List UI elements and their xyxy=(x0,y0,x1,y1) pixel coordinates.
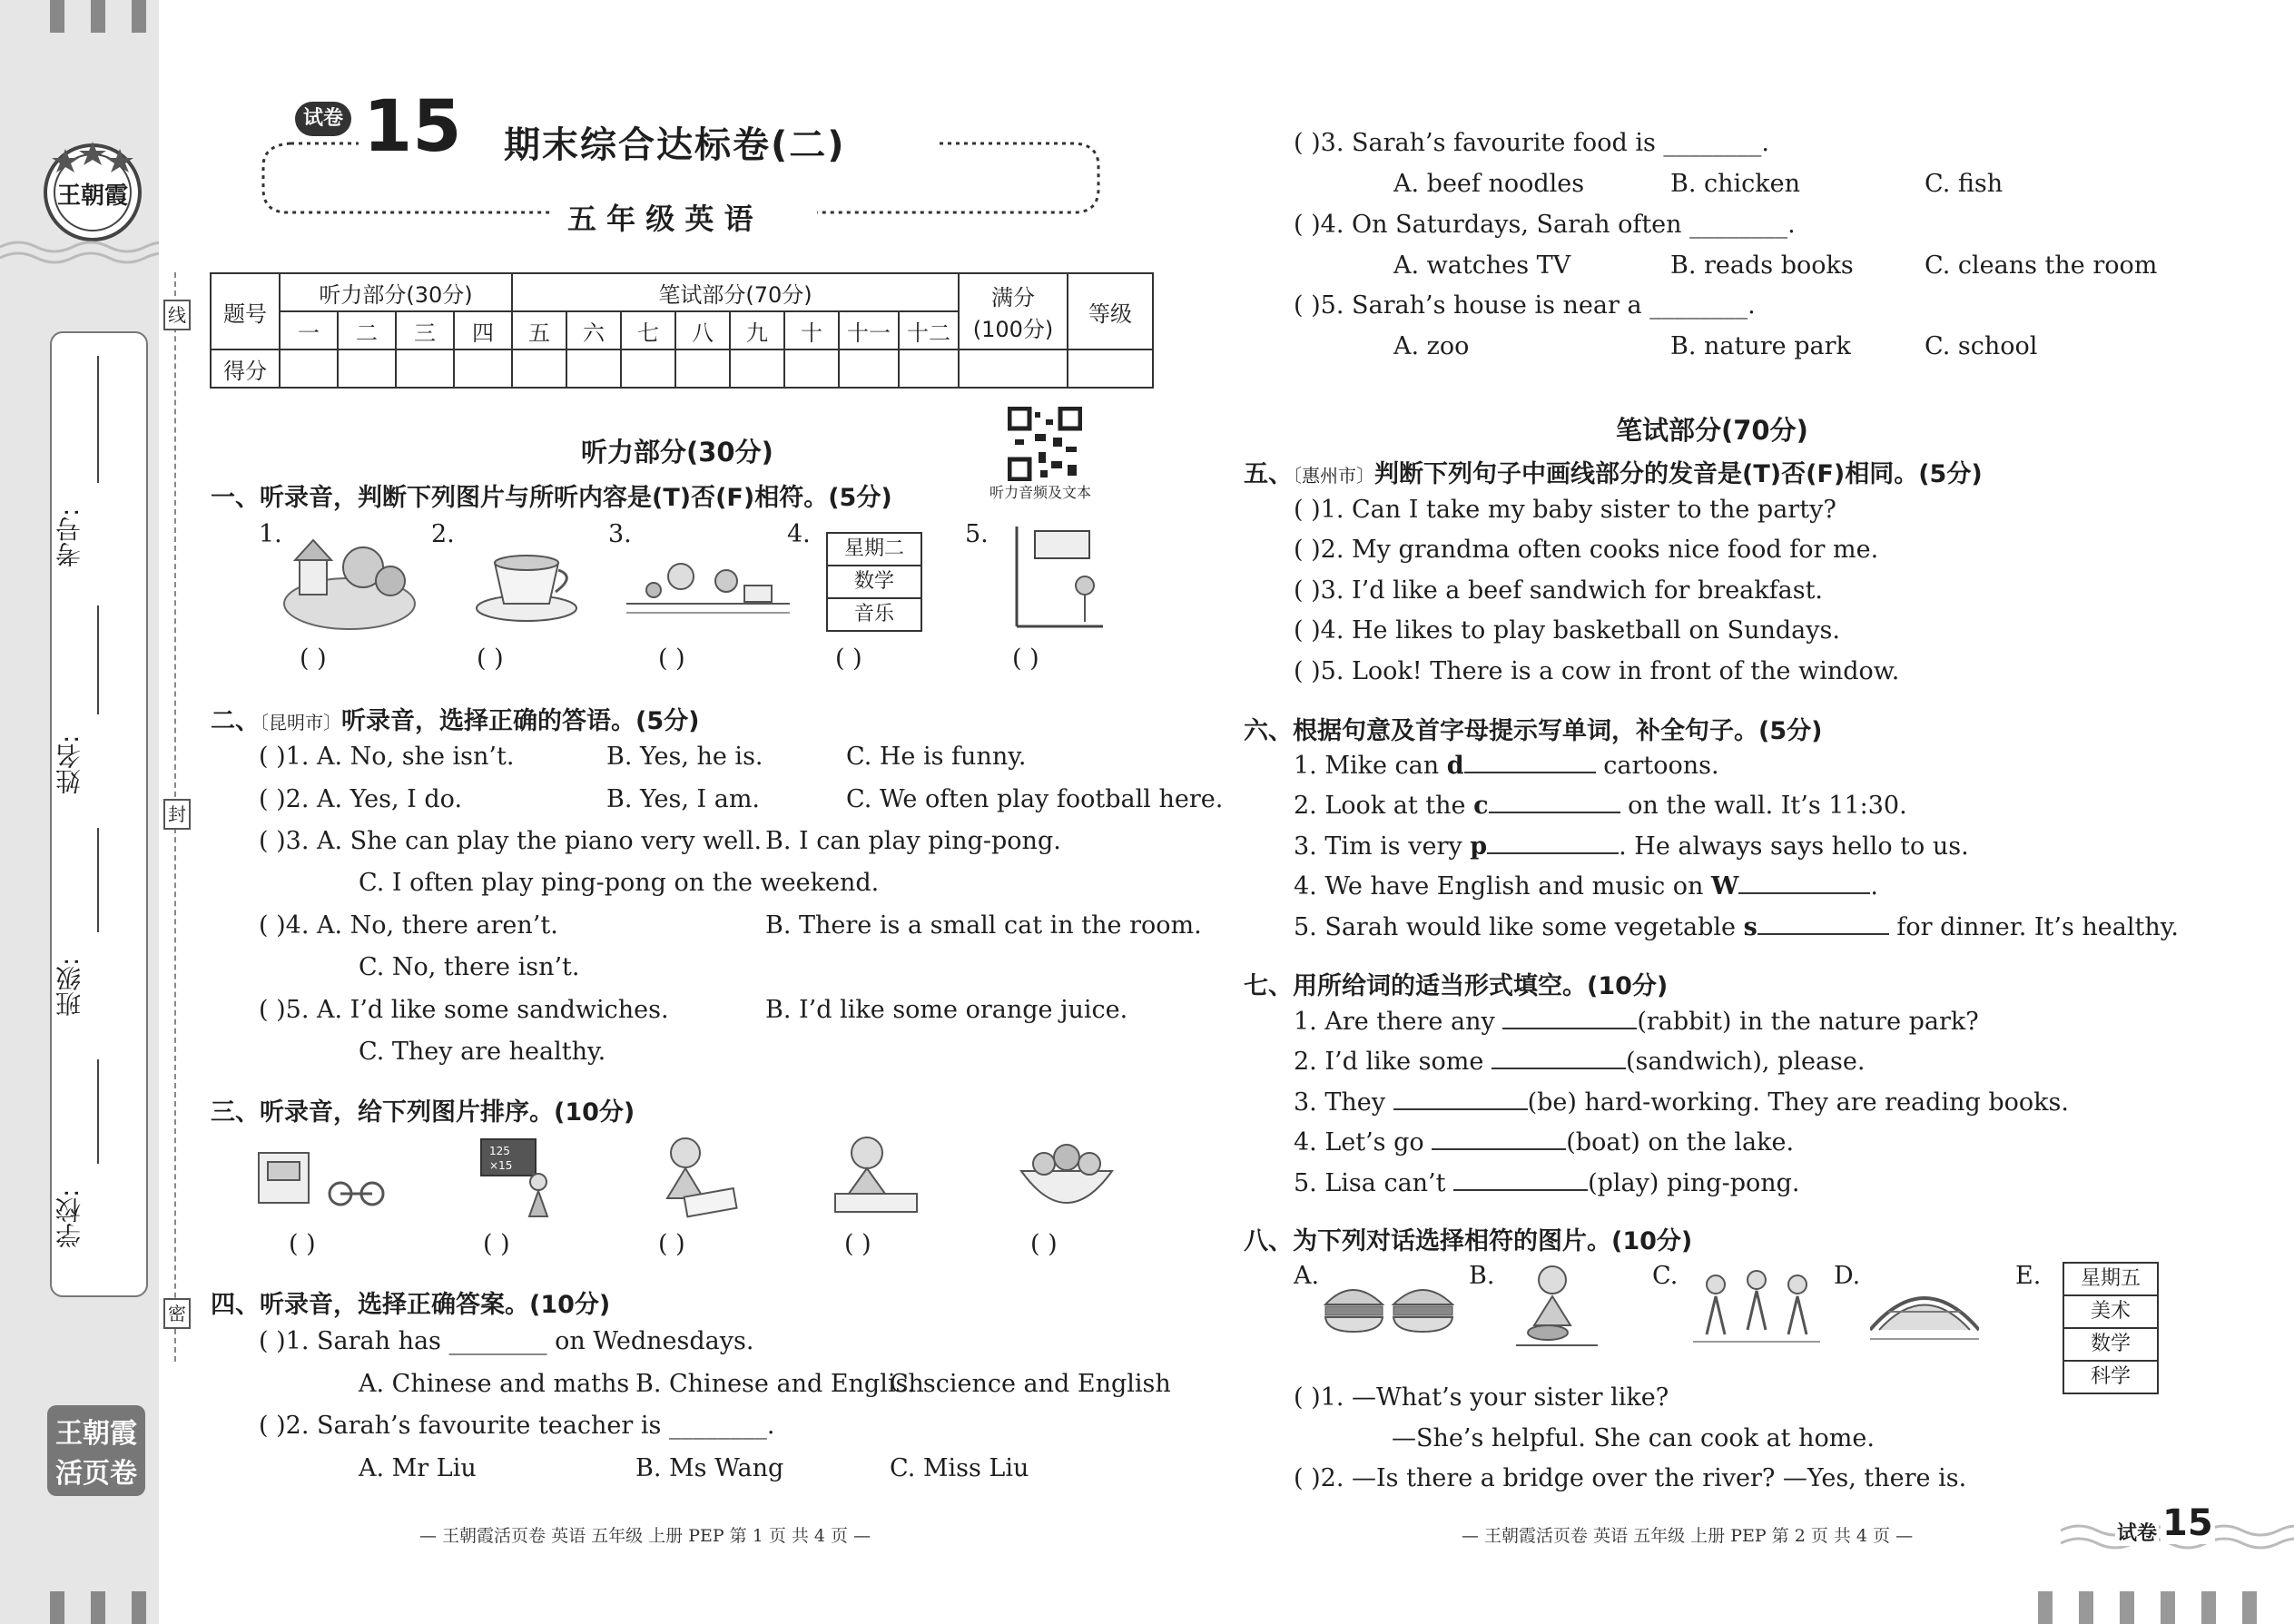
bottom-bar-mark xyxy=(132,1591,146,1624)
paper-badge: 试卷 xyxy=(295,102,351,136)
living-room-picture xyxy=(254,1135,390,1212)
publisher-logo xyxy=(38,136,147,245)
timetable-subject: 科学 xyxy=(2090,1365,2131,1388)
col-num: 十 xyxy=(784,311,839,349)
row-score-label: 得分 xyxy=(211,349,280,388)
question-4-1: ( )1. Sarah has ________ on Wednesdays. xyxy=(259,1327,754,1355)
hint-letter: s xyxy=(1743,913,1757,941)
col-num: 七 xyxy=(621,311,675,349)
answer-blank[interactable] xyxy=(1393,1088,1528,1110)
question-6-1 xyxy=(1294,752,1719,780)
question-7-1 xyxy=(1294,1008,1979,1036)
seal-mark-line: 线 xyxy=(163,300,191,330)
option-b[interactable]: B. I’d like some orange juice. xyxy=(765,996,1128,1024)
qr-caption: 听力音频及文本 xyxy=(989,484,1092,501)
question-5-3: ( )3. I’d like a beef sandwich for breakfast. xyxy=(1294,576,1824,605)
score-cell[interactable] xyxy=(280,349,338,388)
brand-line1: 王朝霞 xyxy=(55,1418,137,1450)
footer-number: 15 xyxy=(2162,1502,2213,1544)
bottom-bar-mark xyxy=(2079,1591,2093,1624)
option-b[interactable]: B. reads books xyxy=(1670,251,1854,280)
footer-left: — 王朝霞活页卷 英语 五年级 上册 PEP 第 1 页 共 4 页 — xyxy=(419,1526,871,1546)
brand-line2: 活页卷 xyxy=(55,1458,137,1490)
sentence-start: 1. Mike can xyxy=(1294,752,1447,780)
question-7-5 xyxy=(1294,1169,1800,1197)
section-6-title: 六、根据句意及首字母提示写单词，补全句子。(5分) xyxy=(1244,717,1823,745)
sentence-end: for dinner. It’s healthy. xyxy=(1888,913,2179,941)
wave-decoration xyxy=(0,238,159,274)
region-tag: 〔昆明市〕 xyxy=(260,712,341,733)
footer-right: — 王朝霞活页卷 英语 五年级 上册 PEP 第 2 页 共 4 页 — xyxy=(1462,1526,1914,1546)
question-4-3: ( )3. Sarah’s favourite food is ________. xyxy=(1294,129,1769,157)
section-4-title: 四、听录音，选择正确答案。(10分) xyxy=(211,1291,611,1319)
score-cell[interactable] xyxy=(512,349,566,388)
question-2-1: ( )1. A. No, she isn’t. xyxy=(259,743,515,771)
timetable-subject: 数学 xyxy=(828,566,921,599)
hint-letter: p xyxy=(1470,832,1488,861)
col-num: 一 xyxy=(280,311,338,349)
sentence-start: 2. Look at the xyxy=(1294,792,1474,820)
section-1-title: 一、听录音，判断下列图片与所听内容是(T)否(F)相符。(5分) xyxy=(211,484,892,512)
listening-title: 听力部分(30分) xyxy=(581,437,773,468)
answer-blank[interactable] xyxy=(1464,752,1596,773)
option-c[interactable]: C. We often play football here. xyxy=(846,785,1224,813)
col-num: 九 xyxy=(730,311,784,349)
question-8-1: ( )1. —What’s your sister like? xyxy=(1294,1383,1669,1412)
full-score-value: (100分) xyxy=(972,317,1054,342)
timetable-tuesday xyxy=(826,532,922,632)
section-2-text: 听录音，选择正确的答语。(5分) xyxy=(341,707,700,735)
answer-paren[interactable]: ( ) xyxy=(1030,1230,1058,1258)
sentence-start: 1. Are there any xyxy=(1294,1008,1503,1036)
answer-paren[interactable]: ( ) xyxy=(835,645,862,673)
score-cell[interactable] xyxy=(621,349,675,388)
option-c[interactable]: C. They are healthy. xyxy=(359,1038,606,1066)
section-8-title: 八、为下列对话选择相符的图片。(10分) xyxy=(1244,1227,1693,1255)
answer-paren[interactable]: ( ) xyxy=(483,1230,510,1258)
village-picture xyxy=(281,531,418,631)
hint-letter: d xyxy=(1446,752,1464,780)
score-cell[interactable] xyxy=(1068,349,1153,388)
option-c[interactable]: C. school xyxy=(1925,332,2038,360)
answer-blank[interactable] xyxy=(1432,1128,1566,1150)
boy-reading-picture xyxy=(826,1130,926,1221)
sentence-end: . He always says hello to us. xyxy=(1619,832,1969,861)
pic-number: 1. xyxy=(259,520,282,548)
option-c[interactable]: C. I often play ping-pong on the weekend. xyxy=(359,869,880,897)
salad-bowl-picture xyxy=(1017,1135,1117,1221)
option-a[interactable]: A. Chinese and maths xyxy=(359,1370,630,1398)
pic-letter: C. xyxy=(1652,1262,1679,1290)
exam-number-line[interactable] xyxy=(97,356,99,483)
question-4-5: ( )5. Sarah’s house is near a ________. xyxy=(1294,291,1756,320)
section-7-title: 七、用所给词的适当形式填空。(10分) xyxy=(1244,972,1669,1000)
question-5-5: ( )5. Look! There is a cow in front of the window. xyxy=(1294,657,1900,685)
question-6-4 xyxy=(1294,872,1878,901)
question-5-4: ( )4. He likes to play basketball on Sundays. xyxy=(1294,616,1840,645)
timetable-subject: 美术 xyxy=(2064,1296,2157,1329)
top-bar-mark xyxy=(91,0,105,33)
col-num: 六 xyxy=(566,311,621,349)
section-2-title xyxy=(211,701,699,736)
col-num: 八 xyxy=(675,311,730,349)
hamburgers-picture xyxy=(1321,1275,1457,1339)
answer-paren[interactable]: ( ) xyxy=(658,1230,685,1258)
pic-number: 5. xyxy=(965,520,989,548)
score-cell[interactable] xyxy=(959,349,1068,388)
pic-letter: B. xyxy=(1469,1262,1495,1290)
option-c[interactable]: C. No, there isn’t. xyxy=(359,953,580,981)
score-cell[interactable] xyxy=(675,349,730,388)
bottom-bar-mark xyxy=(2201,1591,2216,1624)
logo-text: 王朝霞 xyxy=(56,182,128,210)
answer-paren[interactable]: ( ) xyxy=(477,645,504,673)
question-7-4 xyxy=(1294,1128,1794,1156)
question-5-2: ( )2. My grandma often cooks nice food for me. xyxy=(1294,536,1879,564)
sentence-start: 4. We have English and music on xyxy=(1294,872,1712,901)
bottom-bar-mark xyxy=(2161,1591,2175,1624)
timetable-subject: 音乐 xyxy=(853,603,894,625)
bridge-picture xyxy=(1870,1266,1979,1348)
pic-number: 3. xyxy=(608,520,632,548)
answer-paren[interactable]: ( ) xyxy=(289,1230,316,1258)
sentence-start: 5. Sarah would like some vegetable xyxy=(1294,913,1744,941)
question-4-4: ( )4. On Saturdays, Sarah often ________. xyxy=(1294,211,1796,239)
pic-number: 2. xyxy=(431,520,455,548)
bottom-bar-mark xyxy=(2242,1591,2257,1624)
timetable-day: 星期五 xyxy=(2064,1264,2157,1296)
sentence-start: 4. Let’s go xyxy=(1294,1128,1433,1156)
answer-blank[interactable] xyxy=(1738,872,1870,894)
question-7-2 xyxy=(1294,1048,1865,1076)
park-picture xyxy=(626,549,790,622)
option-b[interactable]: B. nature park xyxy=(1670,332,1851,360)
header-full-score xyxy=(959,273,1068,349)
sentence-start: 3. They xyxy=(1294,1088,1393,1117)
bottom-bar-mark xyxy=(2038,1591,2053,1624)
pic-letter: D. xyxy=(1834,1262,1861,1290)
answer-blank[interactable] xyxy=(1487,832,1619,854)
score-cell[interactable] xyxy=(730,349,784,388)
section-3-title: 三、听录音，给下列图片排序。(10分) xyxy=(211,1098,635,1127)
option-c[interactable]: C. fish xyxy=(1925,170,2004,198)
answer-blank[interactable] xyxy=(1489,792,1620,813)
timetable-subject: 数学 xyxy=(2064,1329,2157,1362)
col-num: 三 xyxy=(396,311,454,349)
sentence-end: (play) ping-pong. xyxy=(1588,1169,1800,1197)
student-info-box xyxy=(50,331,148,1297)
teacup-picture xyxy=(472,545,581,626)
question-2-5: ( )5. A. I’d like some sandwiches. xyxy=(259,996,669,1024)
school-line[interactable] xyxy=(97,1059,99,1164)
score-cell[interactable] xyxy=(396,349,454,388)
answer-paren[interactable]: ( ) xyxy=(658,645,685,673)
top-bar-mark xyxy=(50,0,64,33)
sentence-end: (be) hard-working. They are reading books. xyxy=(1527,1088,2069,1117)
sentence-end: on the wall. It’s 11:30. xyxy=(1620,792,1907,820)
col-num: 十一 xyxy=(839,311,899,349)
bottom-bar-mark xyxy=(91,1591,105,1624)
girl-painting-picture xyxy=(649,1130,740,1221)
name-label: 姓名: xyxy=(54,734,84,794)
answer-blank[interactable] xyxy=(1502,1008,1637,1029)
score-cell[interactable] xyxy=(784,349,839,388)
answer-paren[interactable]: ( ) xyxy=(844,1230,871,1258)
children-playing-picture xyxy=(1689,1262,1825,1348)
option-b[interactable]: B. I can play ping-pong. xyxy=(765,827,1061,855)
sentence-end: (boat) on the lake. xyxy=(1566,1128,1795,1156)
class-label: 班级: xyxy=(54,957,84,1017)
section-5-text: 判断下列句子中画线部分的发音是(T)否(F)相同。(5分) xyxy=(1374,460,1983,488)
class-line[interactable] xyxy=(97,828,99,932)
footer-badge: 试卷 xyxy=(2115,1518,2159,1546)
answer-blank[interactable] xyxy=(1757,913,1889,935)
question-5-1: ( )1. Can I take my baby sister to the party? xyxy=(1294,496,1836,524)
question-6-3 xyxy=(1294,832,1969,861)
option-c[interactable]: C. Miss Liu xyxy=(890,1454,1029,1482)
col-num: 五 xyxy=(512,311,566,349)
timetable-friday xyxy=(2063,1262,2159,1394)
header-grade: 等级 xyxy=(1068,273,1153,349)
hint-letter: c xyxy=(1473,792,1489,820)
option-b[interactable]: B. Yes, he is. xyxy=(606,743,763,771)
answer-blank[interactable] xyxy=(1492,1048,1626,1069)
pic-number: 4. xyxy=(787,520,811,548)
score-table xyxy=(210,272,1154,389)
writing-title: 笔试部分(70分) xyxy=(1616,415,1808,446)
option-a[interactable]: A. watches TV xyxy=(1393,251,1571,280)
question-4-2: ( )2. Sarah’s favourite teacher is ________. xyxy=(259,1412,775,1440)
bottom-bar-mark xyxy=(50,1591,64,1624)
pic-letter: E. xyxy=(2015,1262,2042,1290)
section-2-prefix: 二、 xyxy=(211,707,260,735)
question-6-5 xyxy=(1294,913,2179,941)
paper-number: 15 xyxy=(363,86,462,168)
header-listening: 听力部分(30分) xyxy=(280,273,512,311)
col-num: 二 xyxy=(338,311,396,349)
section-5-prefix: 五、 xyxy=(1244,460,1293,488)
col-num: 四 xyxy=(454,311,512,349)
girl-cooking-picture xyxy=(1511,1262,1602,1353)
page-subtitle: 五 年 级 英 语 xyxy=(567,202,753,236)
score-cell[interactable] xyxy=(899,349,959,388)
option-b[interactable]: B. chicken xyxy=(1670,170,1801,198)
col-num: 十二 xyxy=(899,311,959,349)
option-a[interactable]: A. Mr Liu xyxy=(359,1454,477,1482)
question-2-2: ( )2. A. Yes, I do. xyxy=(259,785,463,813)
question-6-2 xyxy=(1294,792,1907,820)
sentence-end: (rabbit) in the nature park? xyxy=(1637,1008,1979,1036)
sentence-start: 3. Tim is very xyxy=(1294,832,1471,861)
classroom-picture xyxy=(477,1135,558,1221)
option-b[interactable]: B. Ms Wang xyxy=(635,1454,784,1482)
sentence-start: 5. Lisa can’t xyxy=(1294,1169,1454,1197)
exam-number-label: 考号: xyxy=(54,507,84,567)
bottom-bar-mark xyxy=(2120,1591,2134,1624)
svg-text:×15: ×15 xyxy=(489,1159,513,1172)
question-8-1-reply: —She’s helpful. She can cook at home. xyxy=(1392,1424,1875,1452)
question-2-4: ( )4. A. No, there aren’t. xyxy=(259,911,558,940)
top-bar-mark xyxy=(132,0,146,33)
option-c[interactable]: C. science and English xyxy=(890,1370,1171,1398)
region-tag: 〔惠州市〕 xyxy=(1293,465,1374,487)
seal-mark-secret: 密 xyxy=(163,1298,191,1329)
full-score-label: 满分 xyxy=(991,285,1035,310)
answer-paren[interactable]: ( ) xyxy=(1012,645,1039,673)
option-b[interactable]: B. There is a small cat in the room. xyxy=(765,911,1202,940)
option-c[interactable]: C. He is funny. xyxy=(846,743,1027,771)
score-cell[interactable] xyxy=(839,349,899,388)
timetable-day: 星期二 xyxy=(828,534,921,566)
question-7-3 xyxy=(1294,1088,2069,1117)
hint-letter: W xyxy=(1711,872,1739,901)
option-a[interactable]: A. beef noodles xyxy=(1393,170,1585,198)
sentence-end: . xyxy=(1870,872,1878,901)
sentence-end: (sandwich), please. xyxy=(1625,1048,1866,1076)
svg-text:125: 125 xyxy=(489,1145,510,1157)
page-title: 期末综合达标卷(二) xyxy=(504,124,846,166)
brand-badge xyxy=(47,1405,145,1496)
option-b[interactable]: B. Yes, I am. xyxy=(606,785,761,813)
name-line[interactable] xyxy=(97,605,99,714)
sentence-start: 2. I’d like some xyxy=(1294,1048,1492,1076)
answer-blank[interactable] xyxy=(1453,1169,1588,1191)
section-5-title xyxy=(1244,454,1983,489)
answer-paren[interactable]: ( ) xyxy=(300,645,327,673)
header-question-no: 题号 xyxy=(211,273,280,349)
score-cell[interactable] xyxy=(566,349,621,388)
option-c[interactable]: C. cleans the room xyxy=(1925,251,2158,280)
score-cell[interactable] xyxy=(338,349,396,388)
wall-picture xyxy=(994,527,1103,635)
qr-code-icon[interactable] xyxy=(1008,407,1082,481)
question-8-2: ( )2. —Is there a bridge over the river? —Yes, there is. xyxy=(1294,1464,1967,1492)
option-b[interactable]: B. Chinese and English xyxy=(635,1370,924,1398)
option-a[interactable]: A. zoo xyxy=(1393,332,1470,360)
question-2-3: ( )3. A. She can play the piano very well. xyxy=(259,827,763,855)
score-cell[interactable] xyxy=(454,349,512,388)
school-label: 学校: xyxy=(54,1188,84,1248)
header-writing: 笔试部分(70分) xyxy=(512,273,959,311)
seal-mark-seal: 封 xyxy=(163,799,191,830)
sentence-end: cartoons. xyxy=(1595,752,1719,780)
pic-letter: A. xyxy=(1294,1262,1320,1290)
